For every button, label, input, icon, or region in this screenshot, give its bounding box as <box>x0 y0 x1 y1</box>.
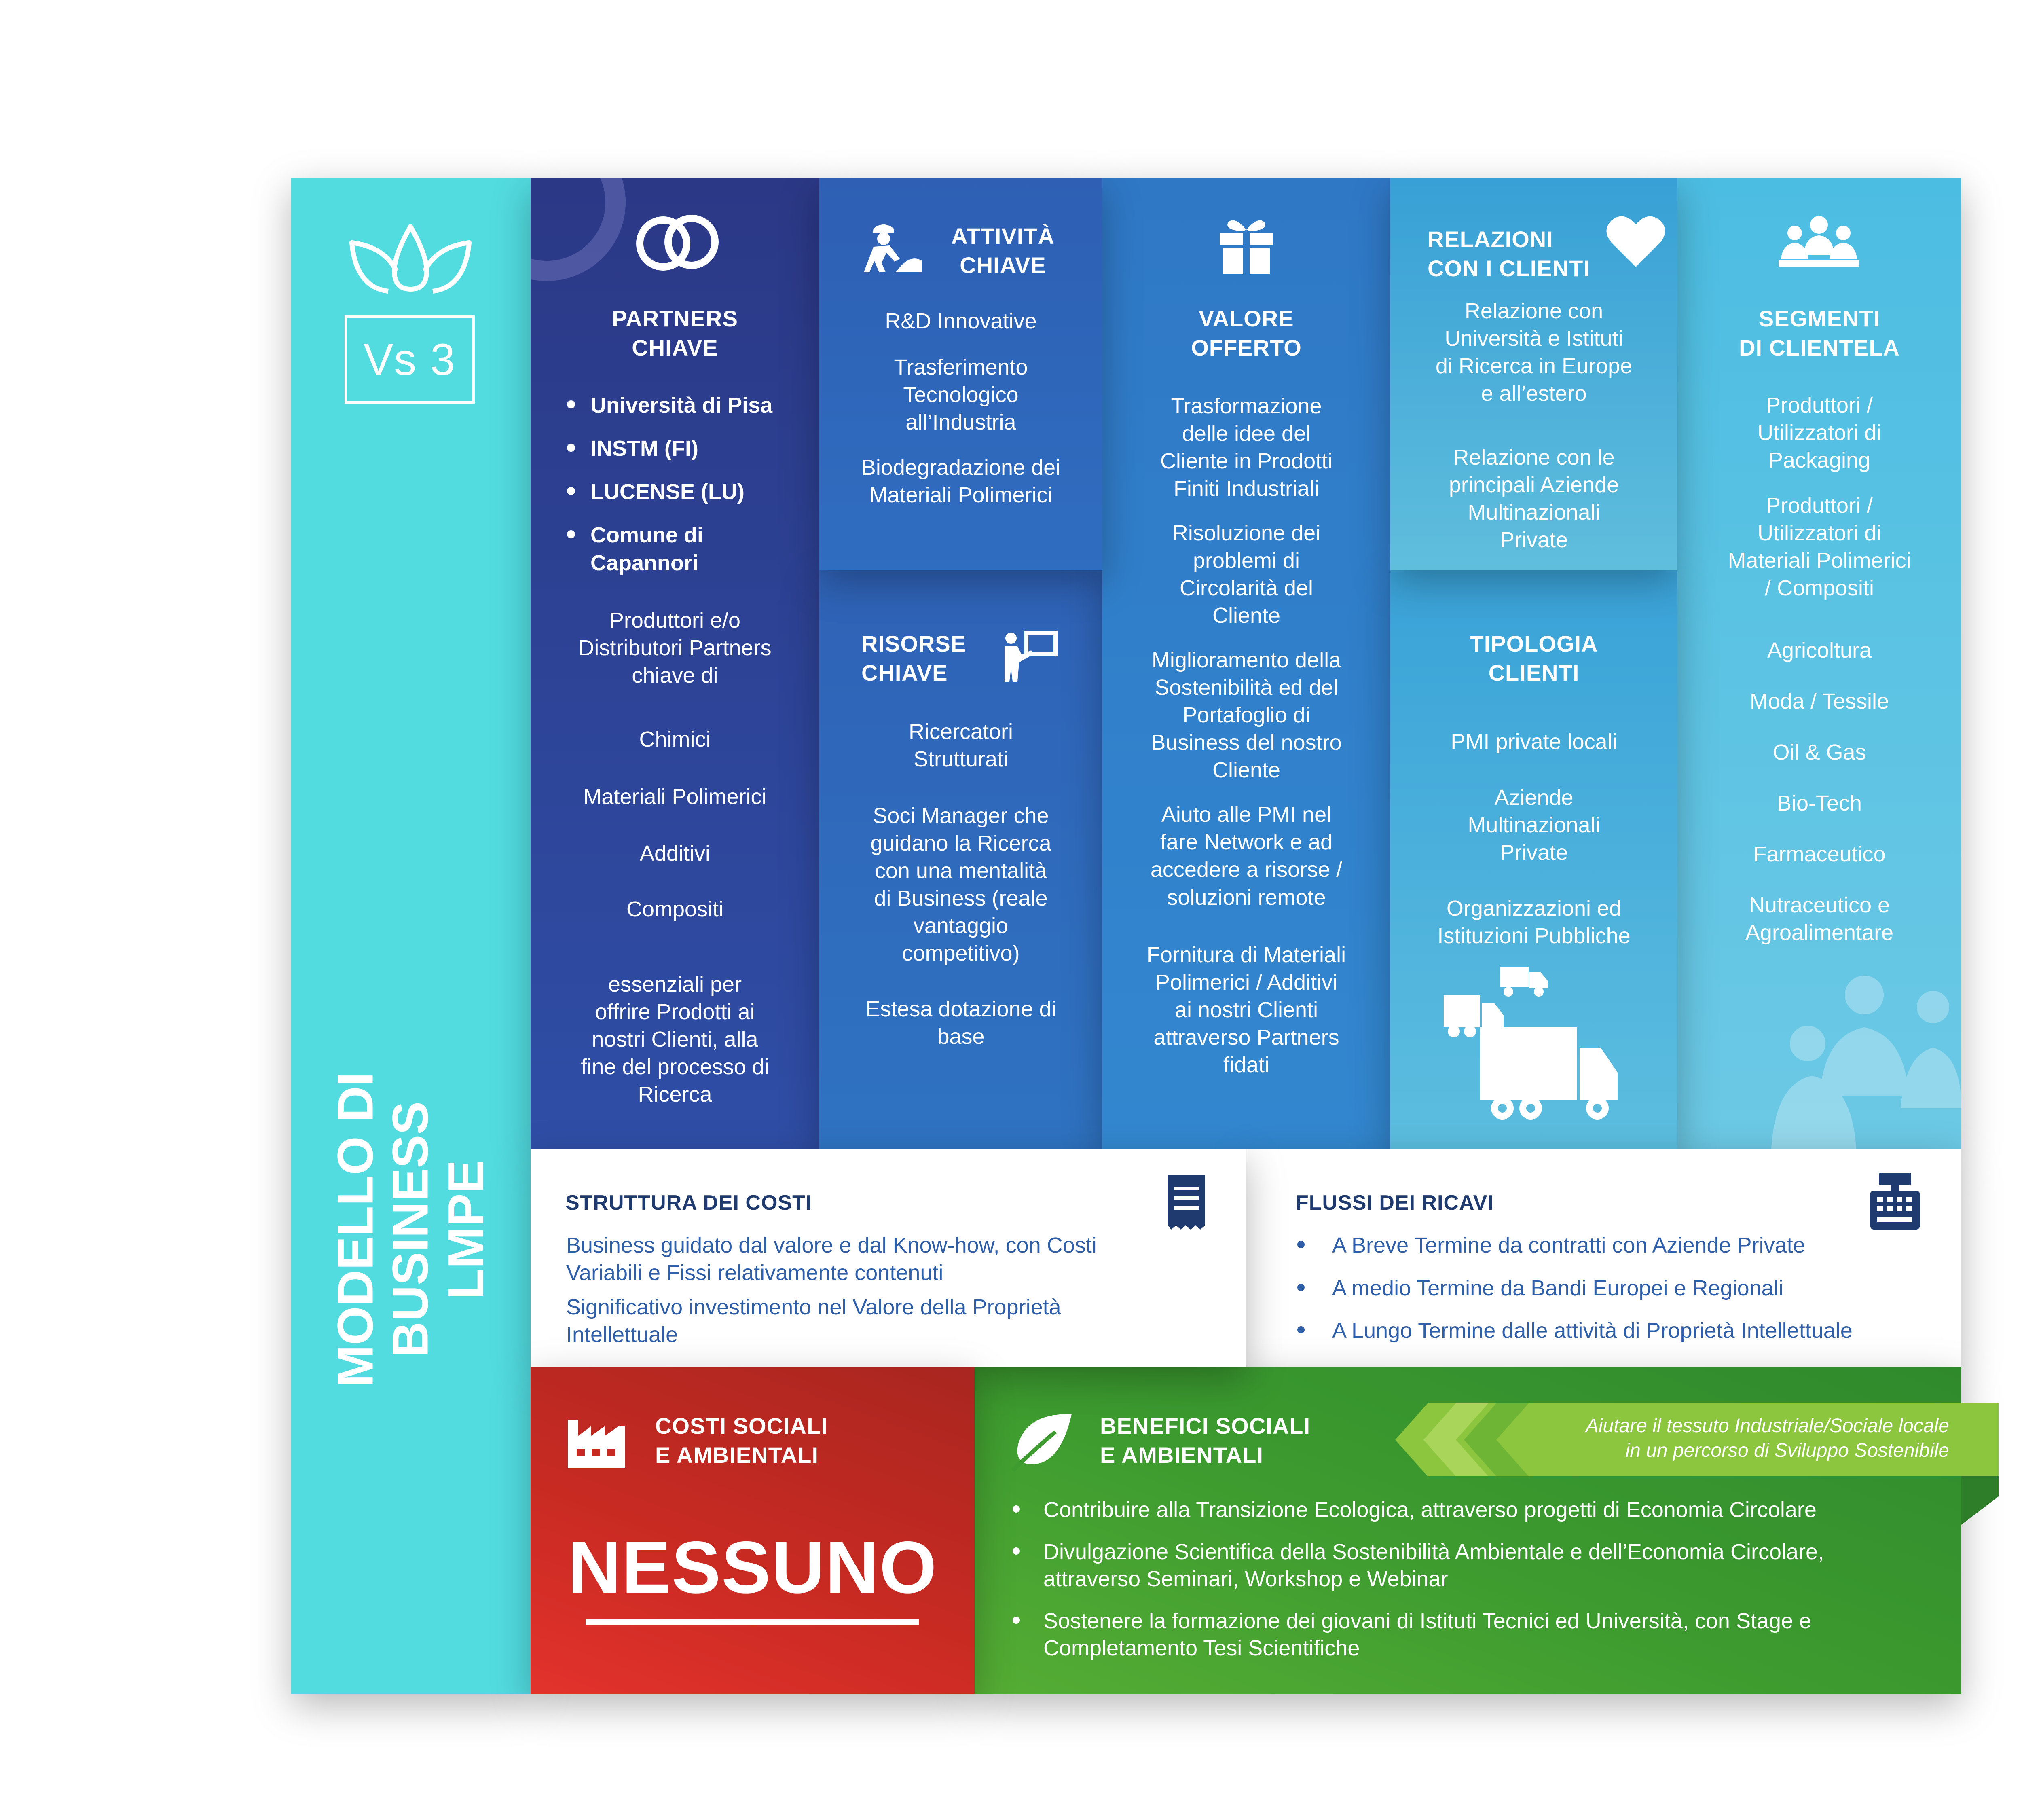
segmenti-title: SEGMENTI DI CLIENTELA <box>1739 306 1900 360</box>
benefici-item: Sostenere la formazione dei giovani di Istituti Tecnici ed Università, con Stage e Completamento Tesi Scientifiche <box>1043 1608 1925 1662</box>
heart-icon <box>1605 214 1666 269</box>
people-icon <box>1779 214 1859 271</box>
relazioni-items-item: Relazione con Università e Istituti di Ricerca in Europe e all’estero <box>1435 299 1633 406</box>
segmenti-items-item: Oil & Gas <box>1772 740 1866 765</box>
segmenti-items-item: Nutraceutico e Agroalimentare <box>1745 893 1894 945</box>
gift-icon <box>1218 218 1275 275</box>
benefici-item: Divulgazione Scientifica della Sostenibilità Ambientale e dell’Economia Circolare, attraverso Seminari, Workshop e Webinar <box>1043 1539 1925 1593</box>
tipologia-items-item: PMI private locali <box>1451 730 1617 754</box>
partners-items-item: Materiali Polimerici <box>583 785 767 809</box>
tipologia-items-item: Aziende Multinazionali Private <box>1468 785 1600 865</box>
costi-title: STRUTTURA DEI COSTI <box>565 1191 812 1215</box>
costi-items <box>566 1232 1197 1356</box>
partners-list-item: LUCENSE (LU) <box>590 478 809 506</box>
attivita-items-item: Biodegradazione dei Materiali Polimerici <box>861 455 1061 508</box>
partners-title: PARTNERS CHIAVE <box>612 306 738 360</box>
relazioni-title: RELAZIONI CON I CLIENTI <box>1428 226 1590 281</box>
risorse-items <box>823 718 1098 1050</box>
benefici-item: Contribuire alla Transizione Ecologica, attraverso progetti di Economia Circolare <box>1043 1496 1925 1524</box>
nessuno-underline <box>586 1619 919 1625</box>
valore-items-item: Miglioramento della Sostenibilità ed del Portafoglio di Business del nostro Cliente <box>1151 648 1342 783</box>
risorse-title: RISORSE CHIAVE <box>861 631 967 686</box>
costi-item: Business guidato dal valore e dal Know-how, con Costi Variabili e Fissi relativamente contenuti <box>566 1233 1097 1285</box>
partners-list-item: Università di Pisa <box>590 392 809 419</box>
version-box <box>345 315 475 404</box>
partners-list-item: INSTM (FI) <box>590 435 809 463</box>
ricavi-item: A medio Termine da Bandi Europei e Regionali <box>1332 1275 1939 1302</box>
segmenti-items-item: Agricoltura <box>1767 638 1872 663</box>
valore-items-item: Fornitura di Materiali Polimerici / Additivi ai nostri Clienti attraverso Partners fidati <box>1146 942 1346 1077</box>
sidebar-title-line2: BUSINESS LMPE <box>383 1101 494 1358</box>
partners-items <box>539 607 811 1108</box>
costi-sociali-value: NESSUNO <box>567 1526 938 1608</box>
partners-items-item: Compositi <box>626 897 724 922</box>
factory-icon <box>566 1412 627 1468</box>
tipologia-items <box>1394 728 1673 950</box>
segmenti-items-item: Farmaceutico <box>1753 842 1886 867</box>
receipt-icon <box>1165 1173 1208 1230</box>
partners-items-item: Chimici <box>639 727 711 752</box>
leaf-icon <box>1011 1412 1076 1472</box>
risorse-items-item: Estesa dotazione di base <box>865 997 1056 1049</box>
valore-items-item: Aiuto alle PMI nel fare Network e ad accedere a risorse / soluzioni remote <box>1150 802 1343 910</box>
attivita-title: ATTIVITÀ CHIAVE <box>951 223 1055 278</box>
partners-items-item: Additivi <box>639 841 711 866</box>
attivita-items-item: Trasferimento Tecnologico all’Industria <box>894 355 1028 435</box>
partners-list-item: Comune di Capannori <box>590 521 809 577</box>
risorse-items-item: Ricercatori Strutturati <box>908 720 1013 772</box>
ricavi-items <box>1332 1232 1939 1360</box>
segmenti-items-item: Bio-Tech <box>1777 791 1862 816</box>
ricavi-title: FLUSSI DEI RICAVI <box>1296 1191 1494 1215</box>
relazioni-items <box>1394 297 1673 554</box>
attivita-items <box>823 307 1098 509</box>
segmenti-items-item: Produttori / Utilizzatori di Materiali Polimerici / Compositi <box>1728 493 1911 601</box>
tipologia-items-item: Organizzazioni ed Istituzioni Pubbliche <box>1437 896 1631 948</box>
sidebar <box>291 178 531 1694</box>
valore-title: VALORE OFFERTO <box>1191 306 1302 360</box>
leaf-drop-icon <box>348 218 473 299</box>
version-label: Vs 3 <box>363 334 456 385</box>
segmenti-items-item: Moda / Tessile <box>1749 689 1889 714</box>
partners-items-item: essenziali per offrire Prodotti ai nostri Clienti, alla fine del processo di Ricerca <box>581 972 769 1107</box>
worker-icon <box>861 220 922 273</box>
ricavi-item: A Breve Termine da contratti con Aziende Private <box>1332 1232 1939 1259</box>
tipologia-title: TIPOLOGIA CLIENTI <box>1470 631 1598 686</box>
attivita-items-item: R&D Innovative <box>885 309 1037 333</box>
ricavi-item: A Lungo Termine dalle attività di Proprietà Intellettuale <box>1332 1317 1939 1345</box>
segmenti-items-item: Produttori / Utilizzatori di Packaging <box>1757 393 1882 473</box>
risorse-items-item: Soci Manager che guidano la Ricerca con una mentalità di Business (reale vantaggio competitivo) <box>870 804 1051 966</box>
valore-items-item: Risoluzione dei problemi di Circolarità del Cliente <box>1172 521 1321 628</box>
valore-items <box>1108 392 1385 1079</box>
rings-icon <box>633 210 722 275</box>
benefici-title: BENEFICI SOCIALI E AMBIENTALI <box>1100 1413 1311 1468</box>
partners-list <box>590 392 809 593</box>
partners-items-item: Produttori e/o Distributori Partners chiave di <box>578 608 772 688</box>
presenter-icon <box>999 630 1060 683</box>
people-watermark-icon <box>1759 963 1961 1149</box>
costi-sociali-title: COSTI SOCIALI E AMBIENTALI <box>655 1413 828 1468</box>
segmenti-items <box>1681 392 1957 946</box>
relazioni-items-item: Relazione con le principali Aziende Multinazionali Private <box>1449 445 1619 552</box>
sidebar-title-line1: MODELLO DI <box>328 1072 384 1387</box>
benefici-banner-text: Aiutare il tessuto Industriale/Sociale locale in un percorso di Sviluppo Sostenibile <box>1585 1415 1949 1462</box>
costi-item: Significativo investimento nel Valore della Proprietà Intellettuale <box>566 1295 1061 1347</box>
valore-items-item: Trasformazione delle idee del Cliente in Prodotti Finiti Industriali <box>1160 394 1333 501</box>
trucks-icon <box>1444 967 1622 1120</box>
cash-register-icon <box>1867 1173 1923 1230</box>
